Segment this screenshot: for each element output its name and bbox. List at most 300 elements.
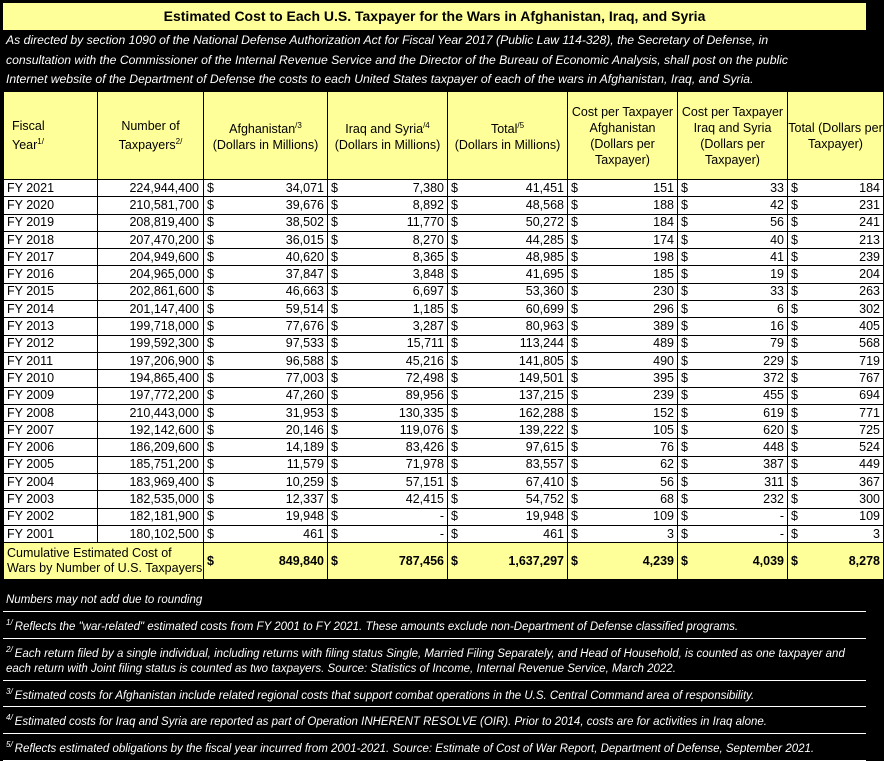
afghanistan-cost-cell-value: 59,514 — [285, 301, 324, 316]
currency-symbol: $ — [451, 267, 458, 282]
currency-symbol: $ — [451, 422, 458, 437]
iraq-syria-cost-cell — [328, 439, 448, 456]
currency-symbol: $ — [571, 491, 578, 506]
currency-symbol: $ — [791, 301, 798, 316]
currency-symbol: $ — [571, 353, 578, 368]
fiscal-year-cell: FY 2002 — [4, 508, 98, 525]
cost-per-taxpayer-afghanistan-cell-value: 389 — [653, 319, 674, 334]
iraq-syria-cost-cell — [328, 318, 448, 335]
currency-symbol: $ — [451, 509, 458, 524]
total-cost-cell — [448, 180, 568, 197]
iraq-syria-cost-cell — [328, 525, 448, 542]
currency-symbol: $ — [681, 267, 688, 282]
total-per-taxpayer-cell — [788, 266, 884, 283]
cost-per-taxpayer-iraq-syria-cell — [678, 456, 788, 473]
currency-symbol: $ — [791, 353, 798, 368]
iraq-syria-cost-cell-value: 6,697 — [412, 284, 444, 299]
fiscal-year-cell: FY 2018 — [4, 231, 98, 248]
total-cost-cell-value: 48,568 — [525, 197, 564, 212]
total-cost-cell-value: 44,285 — [525, 232, 564, 247]
currency-symbol: $ — [791, 405, 798, 420]
total-per-taxpayer-cell — [788, 422, 884, 439]
currency-symbol: $ — [451, 553, 458, 568]
cost-per-taxpayer-iraq-syria-cell-value: 229 — [763, 353, 784, 368]
afghanistan-cost-cell-value: 96,588 — [285, 353, 324, 368]
iraq-syria-cost-cell-value: 3,848 — [412, 267, 444, 282]
cost-per-taxpayer-afghanistan-cell-value: 490 — [653, 353, 674, 368]
afghanistan-cost-cell-value: 77,003 — [285, 370, 324, 385]
cost-per-taxpayer-afghanistan-cell-value: 184 — [653, 215, 674, 230]
cost-per-taxpayer-afghanistan-cell-value: 198 — [653, 249, 674, 264]
currency-symbol: $ — [681, 509, 688, 524]
taxpayers-cell: 208,819,400 — [98, 214, 204, 231]
intro-line: consultation with the Commissioner of the Internal Revenue Service and the Director of the Bureau of Economic Analysis, shall post on the public — [6, 52, 788, 67]
afghanistan-cost-cell — [204, 370, 328, 387]
currency-symbol: $ — [451, 370, 458, 385]
cost-per-taxpayer-afghanistan-cell — [568, 404, 678, 421]
fiscal-year-cell: FY 2008 — [4, 404, 98, 421]
total-cost-cell — [448, 231, 568, 248]
cost-per-taxpayer-iraq-syria-cell-value: 455 — [763, 388, 784, 403]
total-cost-cell — [448, 301, 568, 318]
fiscal-year-cell: FY 2016 — [4, 266, 98, 283]
cumulative-total-cell — [448, 543, 568, 580]
currency-symbol: $ — [571, 267, 578, 282]
afghanistan-cost-cell-value: 40,620 — [285, 249, 324, 264]
cost-per-taxpayer-iraq-syria-cell-value: 19 — [770, 267, 784, 282]
cost-per-taxpayer-iraq-syria-cell-value: 372 — [763, 370, 784, 385]
total-per-taxpayer-cell-value: 367 — [859, 474, 880, 489]
currency-symbol: $ — [791, 491, 798, 506]
currency-symbol: $ — [571, 215, 578, 230]
iraq-syria-cost-cell-value: 8,270 — [412, 232, 444, 247]
currency-symbol: $ — [681, 215, 688, 230]
afghanistan-cost-cell — [204, 214, 328, 231]
total-per-taxpayer-cell — [788, 249, 884, 266]
total-per-taxpayer-cell-value: 302 — [859, 301, 880, 316]
taxpayers-cell: 204,965,000 — [98, 266, 204, 283]
footnote-text: Estimated costs for Iraq and Syria are reported as part of Operation INHERENT RESOLVE (OIR). Prior to 2014, costs are for activities in Iraq alone. — [14, 716, 767, 729]
taxpayers-cell: 202,861,600 — [98, 283, 204, 300]
afghanistan-cost-cell — [204, 266, 328, 283]
currency-symbol: $ — [331, 405, 338, 420]
header-row — [4, 92, 884, 180]
cumulative-iraq-syria-cell — [328, 543, 448, 580]
total-per-taxpayer-cell-value: 524 — [859, 440, 880, 455]
currency-symbol: $ — [331, 319, 338, 334]
footnote-marker: 1/ — [6, 618, 13, 627]
cost-per-taxpayer-iraq-syria-cell — [678, 335, 788, 352]
iraq-syria-cost-cell-value: - — [439, 526, 444, 541]
total-cost-cell-value: 41,451 — [525, 180, 564, 195]
currency-symbol: $ — [451, 336, 458, 351]
header-iraq-syria: Iraq and Syria$^{/4}$ (Dollars in Millions) — [328, 92, 448, 180]
cost-per-taxpayer-iraq-syria-cell-value: 79 — [770, 336, 784, 351]
total-per-taxpayer-cell-value: 3 — [873, 526, 880, 541]
cost-per-taxpayer-iraq-syria-cell — [678, 231, 788, 248]
iraq-syria-cost-cell-value: 71,978 — [405, 457, 444, 472]
iraq-syria-cost-cell — [328, 214, 448, 231]
currency-symbol: $ — [681, 422, 688, 437]
afghanistan-cost-cell-value: 34,071 — [285, 180, 324, 195]
afghanistan-cost-cell-value: 14,189 — [285, 440, 324, 455]
cost-per-taxpayer-afghanistan-cell — [568, 439, 678, 456]
cost-per-taxpayer-iraq-syria-cell-value: 387 — [763, 457, 784, 472]
cost-per-taxpayer-iraq-syria-cell-value: 56 — [770, 215, 784, 230]
afghanistan-cost-cell-value: 38,502 — [285, 215, 324, 230]
currency-symbol: $ — [207, 353, 214, 368]
currency-symbol: $ — [331, 267, 338, 282]
cost-per-taxpayer-afghanistan-cell — [568, 474, 678, 491]
afghanistan-cost-cell-value: 10,259 — [285, 474, 324, 489]
table-row — [4, 335, 884, 352]
total-cost-cell — [448, 352, 568, 369]
currency-symbol: $ — [207, 457, 214, 472]
iraq-syria-cost-cell — [328, 266, 448, 283]
currency-symbol: $ — [571, 197, 578, 212]
currency-symbol: $ — [681, 249, 688, 264]
total-cost-cell — [448, 318, 568, 335]
taxpayers-cell: 199,592,300 — [98, 335, 204, 352]
total-per-taxpayer-cell-value: 767 — [859, 370, 880, 385]
currency-symbol: $ — [207, 553, 214, 568]
afghanistan-cost-cell — [204, 335, 328, 352]
iraq-syria-cost-cell-value: 7,380 — [412, 180, 444, 195]
currency-symbol: $ — [207, 388, 214, 403]
iraq-syria-cost-cell — [328, 231, 448, 248]
total-cost-cell-value: 113,244 — [519, 336, 564, 351]
total-per-taxpayer-cell — [788, 525, 884, 542]
cost-per-taxpayer-iraq-syria-cell — [678, 283, 788, 300]
afghanistan-cost-cell — [204, 352, 328, 369]
afghanistan-cost-cell — [204, 283, 328, 300]
footnote — [3, 681, 866, 708]
cost-per-taxpayer-afghanistan-cell — [568, 197, 678, 214]
taxpayers-cell: 224,944,400 — [98, 180, 204, 197]
footnote — [3, 639, 866, 681]
footnote-marker: 4/ — [6, 713, 13, 723]
currency-symbol: $ — [681, 319, 688, 334]
cost-per-taxpayer-iraq-syria-cell — [678, 249, 788, 266]
iraq-syria-cost-cell — [328, 301, 448, 318]
taxpayers-cell: 197,772,200 — [98, 387, 204, 404]
currency-symbol: $ — [451, 215, 458, 230]
currency-symbol: $ — [331, 336, 338, 351]
total-cost-cell — [448, 474, 568, 491]
cumulative-cost-per-taxpayer-afghanistan-cell — [568, 543, 678, 580]
total-per-taxpayer-cell — [788, 335, 884, 352]
total-per-taxpayer-cell — [788, 439, 884, 456]
cost-per-taxpayer-afghanistan-cell — [568, 266, 678, 283]
cost-per-taxpayer-afghanistan-cell-value: 151 — [653, 180, 674, 195]
cumulative-total-per-taxpayer-cell-value: 8,278 — [848, 553, 880, 568]
afghanistan-cost-cell-value: 19,948 — [285, 509, 324, 524]
currency-symbol: $ — [331, 215, 338, 230]
currency-symbol: $ — [207, 197, 214, 212]
afghanistan-cost-cell — [204, 456, 328, 473]
currency-symbol: $ — [681, 301, 688, 316]
cost-per-taxpayer-iraq-syria-cell-value: 42 — [770, 197, 784, 212]
taxpayers-cell: 204,949,600 — [98, 249, 204, 266]
table-row — [4, 508, 884, 525]
currency-symbol: $ — [571, 284, 578, 299]
currency-symbol: $ — [207, 474, 214, 489]
currency-symbol: $ — [451, 474, 458, 489]
iraq-syria-cost-cell — [328, 197, 448, 214]
total-cost-cell — [448, 197, 568, 214]
currency-symbol: $ — [331, 526, 338, 541]
footnote-text: Reflects the "war-related" estimated costs from FY 2001 to FY 2021. These amounts exclude non-Department of Defense classified programs. — [14, 620, 739, 633]
iraq-syria-cost-cell — [328, 370, 448, 387]
cost-per-taxpayer-afghanistan-cell — [568, 352, 678, 369]
total-cost-cell-value: 141,805 — [518, 353, 564, 368]
total-cost-cell-value: 83,557 — [525, 457, 564, 472]
iraq-syria-cost-cell — [328, 335, 448, 352]
footnote-marker: 5/ — [6, 740, 13, 750]
currency-symbol: $ — [571, 422, 578, 437]
total-cost-cell-value: 48,985 — [525, 249, 564, 264]
total-cost-cell-value: 67,410 — [525, 474, 564, 489]
currency-symbol: $ — [451, 197, 458, 212]
header-total-per-taxpayer: Total (Dollars per Taxpayer) — [788, 92, 884, 180]
iraq-syria-cost-cell-value: 8,365 — [412, 249, 444, 264]
cost-per-taxpayer-afghanistan-cell — [568, 301, 678, 318]
iraq-syria-cost-cell — [328, 508, 448, 525]
cumulative-cost-per-taxpayer-iraq-syria-cell — [678, 543, 788, 580]
afghanistan-cost-cell-value: 12,337 — [285, 491, 324, 506]
total-per-taxpayer-cell-value: 449 — [859, 457, 880, 472]
iraq-syria-cost-cell — [328, 404, 448, 421]
cumulative-afghanistan-cell — [204, 543, 328, 580]
currency-symbol: $ — [791, 440, 798, 455]
total-per-taxpayer-cell-value: 231 — [859, 197, 880, 212]
afghanistan-cost-cell — [204, 508, 328, 525]
iraq-syria-cost-cell-value: 89,956 — [405, 388, 444, 403]
intro-line: As directed by section 1090 of the National Defense Authorization Act for Fiscal Year 2017 (Public Law 114-328), the Secretary of Defense, in — [6, 33, 769, 47]
table-row — [4, 180, 884, 197]
afghanistan-cost-cell — [204, 197, 328, 214]
iraq-syria-cost-cell-value: 1,185 — [412, 301, 444, 316]
total-cost-cell-value: 54,752 — [525, 491, 564, 506]
total-per-taxpayer-cell-value: 109 — [859, 509, 880, 524]
currency-symbol: $ — [571, 301, 578, 316]
currency-symbol: $ — [571, 457, 578, 472]
cost-per-taxpayer-afghanistan-cell-value: 109 — [653, 509, 674, 524]
cost-per-taxpayer-iraq-syria-cell — [678, 439, 788, 456]
table-row — [4, 214, 884, 231]
currency-symbol: $ — [791, 388, 798, 403]
iraq-syria-cost-cell-value: 8,892 — [412, 197, 444, 212]
currency-symbol: $ — [571, 232, 578, 247]
cost-per-taxpayer-iraq-syria-cell-value: 619 — [763, 405, 784, 420]
currency-symbol: $ — [791, 197, 798, 212]
currency-symbol: $ — [681, 553, 688, 568]
total-cost-cell-value: 137,215 — [518, 388, 564, 403]
currency-symbol: $ — [681, 336, 688, 351]
fiscal-year-cell: FY 2001 — [4, 525, 98, 542]
currency-symbol: $ — [791, 422, 798, 437]
cost-per-taxpayer-afghanistan-cell — [568, 422, 678, 439]
afghanistan-cost-cell — [204, 387, 328, 404]
table-body — [4, 180, 884, 580]
currency-symbol: $ — [681, 197, 688, 212]
currency-symbol: $ — [681, 526, 688, 541]
table-row — [4, 491, 884, 508]
afghanistan-cost-cell — [204, 422, 328, 439]
currency-symbol: $ — [681, 474, 688, 489]
currency-symbol: $ — [207, 284, 214, 299]
fiscal-year-cell: FY 2004 — [4, 474, 98, 491]
currency-symbol: $ — [571, 319, 578, 334]
total-cost-cell — [448, 404, 568, 421]
iraq-syria-cost-cell-value: 119,076 — [399, 422, 444, 437]
total-per-taxpayer-cell-value: 694 — [859, 388, 880, 403]
cost-per-taxpayer-afghanistan-cell — [568, 456, 678, 473]
currency-symbol: $ — [207, 267, 214, 282]
currency-symbol: $ — [791, 319, 798, 334]
cumulative-cost-per-taxpayer-afghanistan-cell-value: 4,239 — [642, 553, 674, 568]
currency-symbol: $ — [791, 370, 798, 385]
cost-per-taxpayer-afghanistan-cell — [568, 525, 678, 542]
cost-per-taxpayer-iraq-syria-cell-value: 40 — [770, 232, 784, 247]
currency-symbol: $ — [331, 249, 338, 264]
afghanistan-cost-cell-value: 77,676 — [285, 319, 324, 334]
taxpayers-cell: 182,535,000 — [98, 491, 204, 508]
total-per-taxpayer-cell — [788, 370, 884, 387]
cost-per-taxpayer-afghanistan-cell-value: 76 — [660, 440, 674, 455]
currency-symbol: $ — [331, 474, 338, 489]
table-row — [4, 197, 884, 214]
afghanistan-cost-cell — [204, 439, 328, 456]
currency-symbol: $ — [331, 197, 338, 212]
total-per-taxpayer-cell — [788, 352, 884, 369]
footnotes — [3, 590, 866, 761]
cost-per-taxpayer-iraq-syria-cell — [678, 214, 788, 231]
footnote-text: Estimated costs for Afghanistan include related regional costs that support combat operations in the U.S. Central Command area of responsibility. — [14, 689, 755, 702]
currency-symbol: $ — [681, 180, 688, 195]
taxpayers-cell: 185,751,200 — [98, 456, 204, 473]
currency-symbol: $ — [791, 509, 798, 524]
total-cost-cell-value: 461 — [543, 526, 564, 541]
currency-symbol: $ — [451, 284, 458, 299]
afghanistan-cost-cell-value: 39,676 — [285, 197, 324, 212]
afghanistan-cost-cell — [204, 249, 328, 266]
currency-symbol: $ — [207, 232, 214, 247]
table-row — [4, 266, 884, 283]
header-afghanistan: Afghanistan$^{/3}$ (Dollars in Millions) — [204, 92, 328, 180]
cost-per-taxpayer-afghanistan-cell-value: 105 — [653, 422, 674, 437]
iraq-syria-cost-cell-value: 11,770 — [406, 215, 444, 230]
afghanistan-cost-cell — [204, 491, 328, 508]
currency-symbol: $ — [451, 491, 458, 506]
cost-per-taxpayer-afghanistan-cell-value: 174 — [653, 232, 674, 247]
intro-text — [3, 31, 866, 90]
currency-symbol: $ — [331, 457, 338, 472]
afghanistan-cost-cell — [204, 301, 328, 318]
iraq-syria-cost-cell-value: - — [439, 509, 444, 524]
total-per-taxpayer-cell-value: 239 — [859, 249, 880, 264]
total-cost-cell-value: 53,360 — [525, 284, 564, 299]
total-cost-cell-value: 139,222 — [518, 422, 564, 437]
total-per-taxpayer-cell — [788, 318, 884, 335]
fiscal-year-cell: FY 2020 — [4, 197, 98, 214]
currency-symbol: $ — [791, 284, 798, 299]
cumulative-cost-per-taxpayer-iraq-syria-cell-value: 4,039 — [752, 553, 784, 568]
currency-symbol: $ — [571, 440, 578, 455]
fiscal-year-cell: FY 2014 — [4, 301, 98, 318]
footnote — [3, 590, 866, 612]
table-row — [4, 474, 884, 491]
currency-symbol: $ — [571, 405, 578, 420]
currency-symbol: $ — [681, 388, 688, 403]
cost-per-taxpayer-iraq-syria-cell — [678, 370, 788, 387]
fiscal-year-cell: FY 2005 — [4, 456, 98, 473]
currency-symbol: $ — [571, 249, 578, 264]
table-row — [4, 231, 884, 248]
currency-symbol: $ — [451, 232, 458, 247]
currency-symbol: $ — [451, 301, 458, 316]
total-per-taxpayer-cell-value: 719 — [859, 353, 880, 368]
afghanistan-cost-cell-value: 46,663 — [285, 284, 324, 299]
total-per-taxpayer-cell — [788, 180, 884, 197]
currency-symbol: $ — [451, 180, 458, 195]
taxpayers-cell: 210,581,700 — [98, 197, 204, 214]
total-cost-cell-value: 19,948 — [525, 509, 564, 524]
cumulative-row — [4, 543, 884, 580]
cost-per-taxpayer-afghanistan-cell — [568, 370, 678, 387]
iraq-syria-cost-cell — [328, 283, 448, 300]
cumulative-iraq-syria-cell-value: 787,456 — [398, 553, 444, 568]
cost-per-taxpayer-iraq-syria-cell-value: - — [779, 509, 784, 524]
cost-per-taxpayer-afghanistan-cell-value: 489 — [653, 336, 674, 351]
afghanistan-cost-cell-value: 97,533 — [285, 336, 324, 351]
total-cost-cell-value: 149,501 — [518, 370, 564, 385]
currency-symbol: $ — [791, 336, 798, 351]
fiscal-year-cell: FY 2019 — [4, 214, 98, 231]
iraq-syria-cost-cell — [328, 249, 448, 266]
cost-per-taxpayer-afghanistan-cell — [568, 283, 678, 300]
iraq-syria-cost-cell — [328, 422, 448, 439]
total-cost-cell-value: 97,615 — [525, 440, 564, 455]
header-total: Total$^{/5}$ (Dollars in Millions) — [448, 92, 568, 180]
fiscal-year-cell: FY 2006 — [4, 439, 98, 456]
total-per-taxpayer-cell — [788, 508, 884, 525]
total-per-taxpayer-cell — [788, 404, 884, 421]
cost-per-taxpayer-afghanistan-cell-value: 68 — [660, 491, 674, 506]
footnote-text: Reflects estimated obligations by the fiscal year incurred from 2001-2021. Source: Estimate of Cost of War Report, Department of Defense, September 2021. — [14, 743, 815, 756]
fiscal-year-cell: FY 2007 — [4, 422, 98, 439]
currency-symbol: $ — [571, 474, 578, 489]
afghanistan-cost-cell — [204, 404, 328, 421]
cost-per-taxpayer-iraq-syria-cell-value: 232 — [763, 491, 784, 506]
table-row — [4, 387, 884, 404]
total-per-taxpayer-cell-value: 213 — [859, 232, 880, 247]
currency-symbol: $ — [207, 249, 214, 264]
cost-per-taxpayer-iraq-syria-cell — [678, 491, 788, 508]
cost-per-taxpayer-iraq-syria-cell — [678, 422, 788, 439]
currency-symbol: $ — [451, 440, 458, 455]
currency-symbol: $ — [207, 405, 214, 420]
total-per-taxpayer-cell-value: 725 — [859, 422, 880, 437]
taxpayers-cell: 182,181,900 — [98, 508, 204, 525]
taxpayers-cell: 180,102,500 — [98, 525, 204, 542]
total-per-taxpayer-cell — [788, 456, 884, 473]
currency-symbol: $ — [791, 457, 798, 472]
taxpayers-cell: 186,209,600 — [98, 439, 204, 456]
total-cost-cell — [448, 266, 568, 283]
currency-symbol: $ — [207, 215, 214, 230]
currency-symbol: $ — [571, 180, 578, 195]
